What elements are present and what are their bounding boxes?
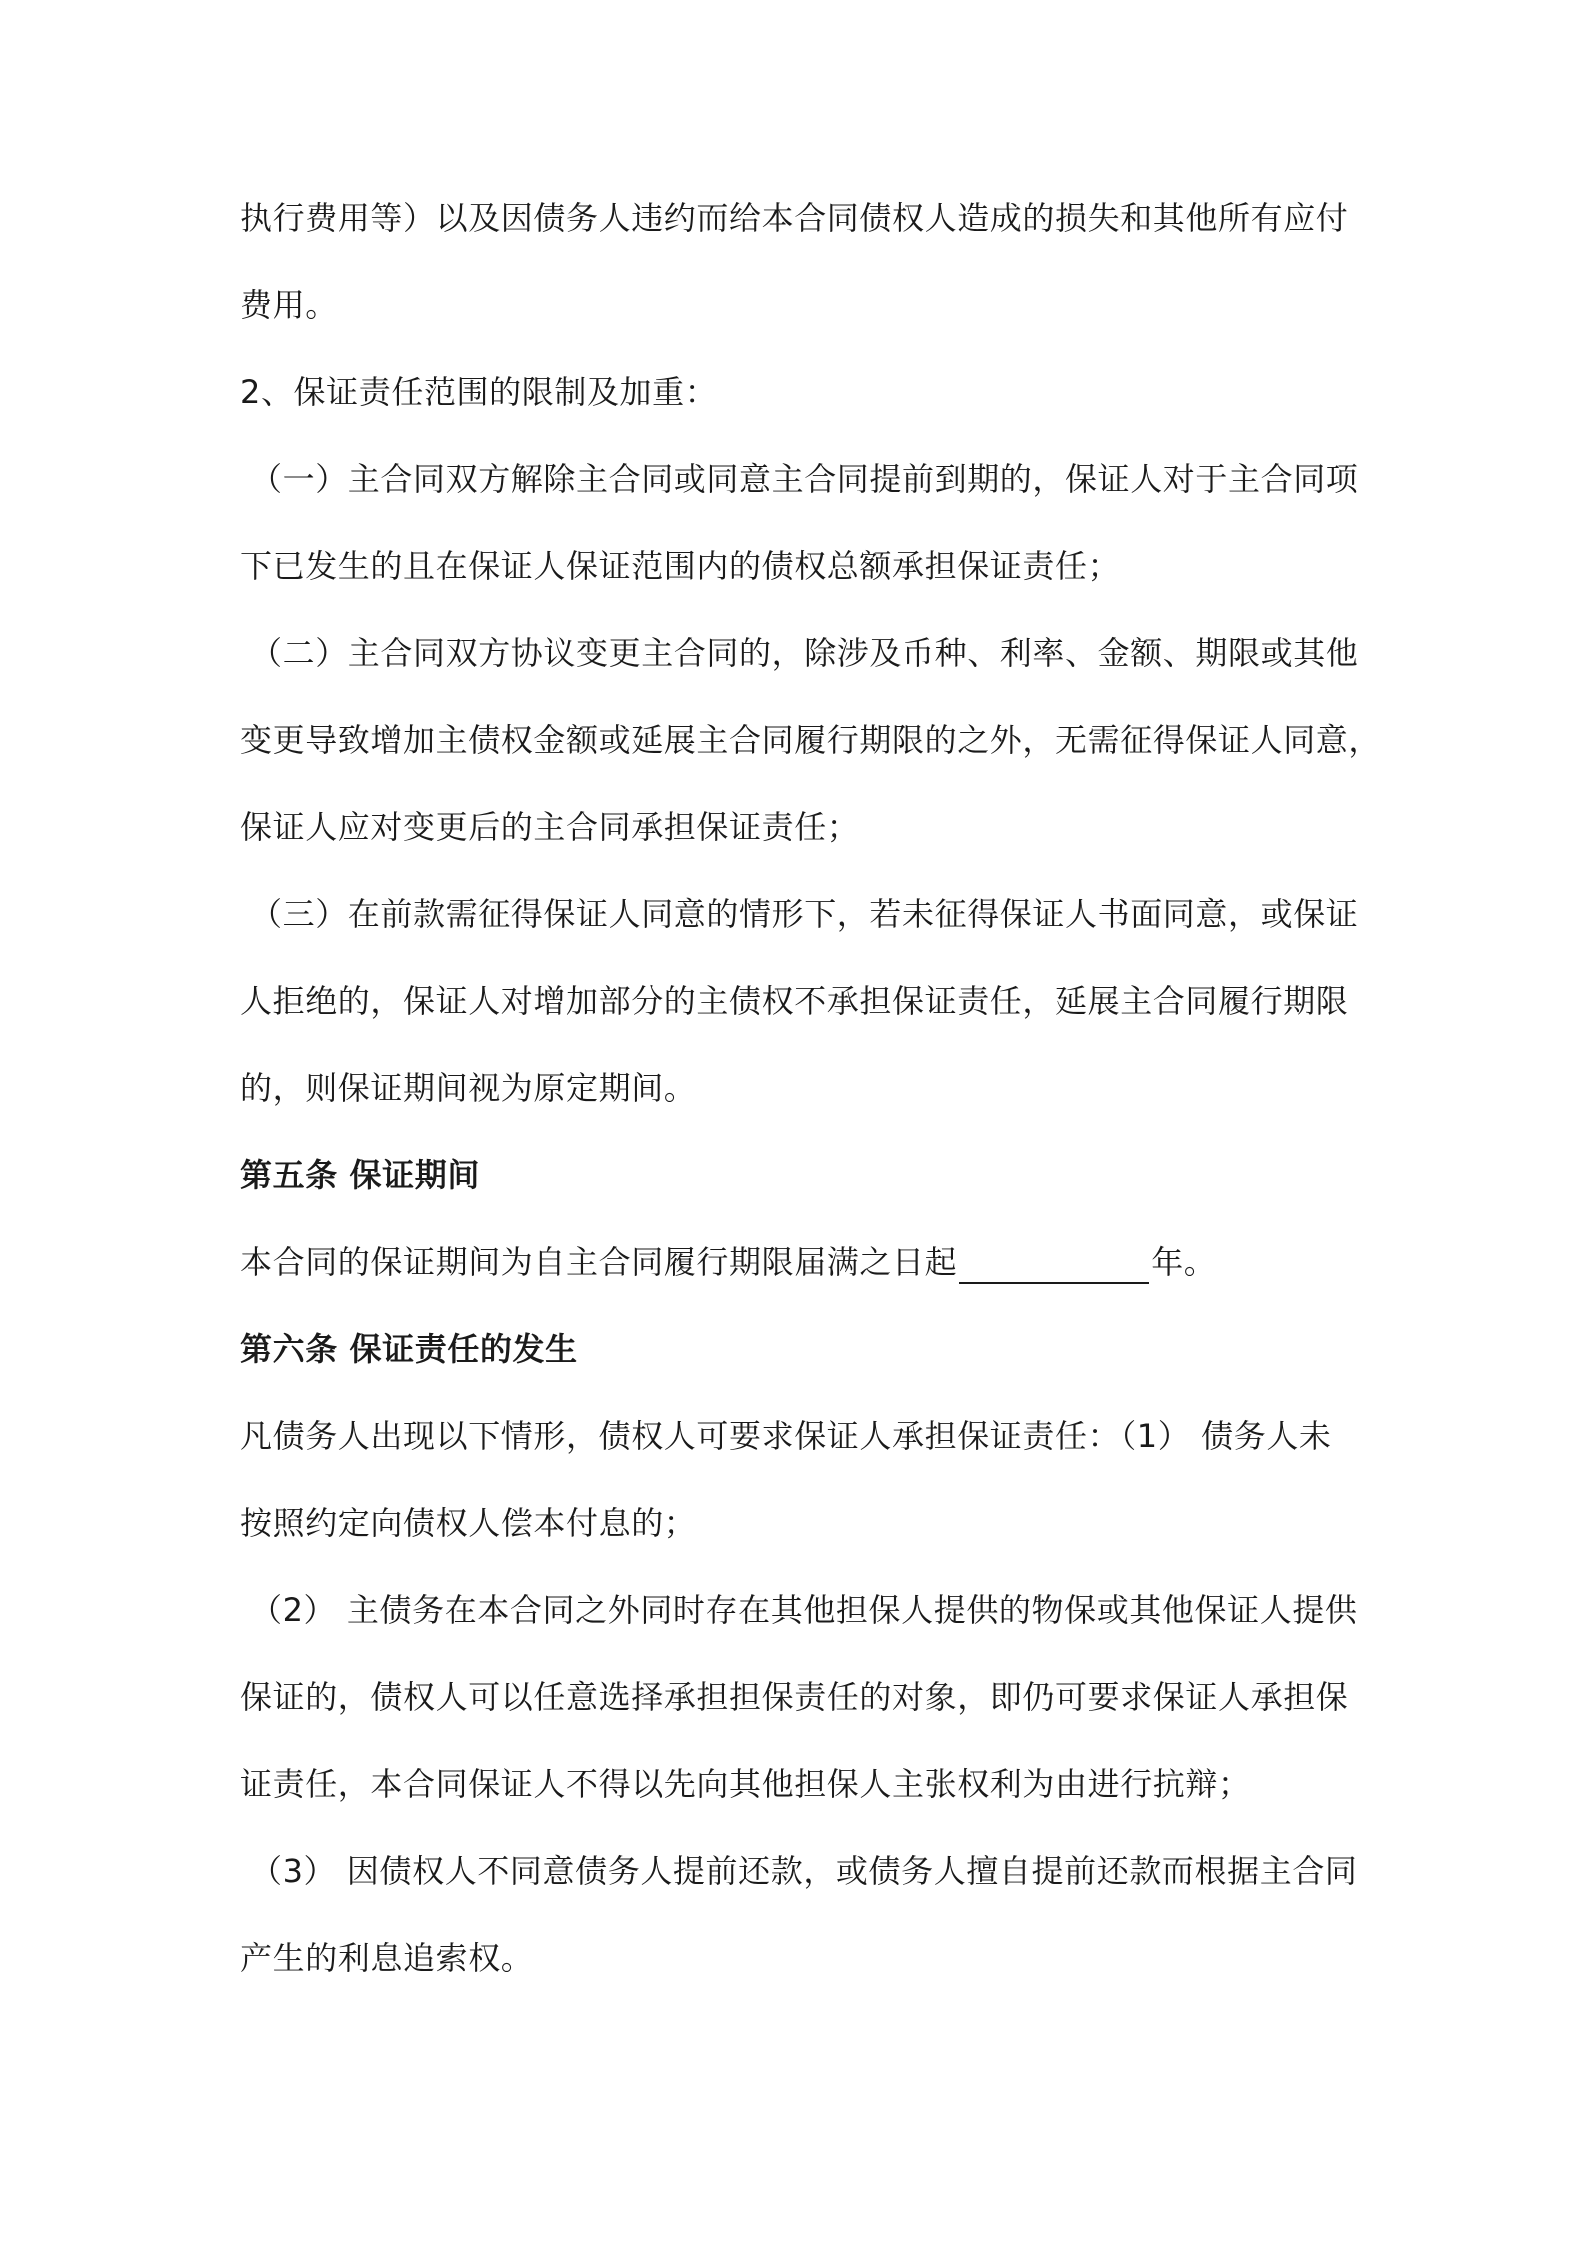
blank-fill-line <box>959 1248 1149 1284</box>
section-heading: 第六条 保证责任的发生 <box>240 1330 578 1368</box>
guarantee-period-text: 本合同的保证期间为自主合同履行期限届满之日起 <box>240 1243 958 1281</box>
paragraph-line: 执行费用等）以及因债务人违约而给本合同债权人造成的损失和其他所有应付 <box>240 199 1349 237</box>
clause-line: （2） 主债务在本合同之外同时存在其他担保人提供的物保或其他保证人提供 <box>250 1591 1358 1629</box>
clause-line: （一）主合同双方解除主合同或同意主合同提前到期的，保证人对于主合同项 <box>250 460 1359 498</box>
clause-line: 变更导致增加主债权金额或延展主合同履行期限的之外，无需征得保证人同意， <box>240 721 1382 759</box>
section-heading: 第五条 保证期间 <box>240 1156 480 1194</box>
clause-line: （3） 因债权人不同意债务人提前还款，或债务人擅自提前还款而根据主合同 <box>250 1852 1358 1890</box>
guarantee-period-line <box>240 1240 1370 1284</box>
clause-line: 保证人应对变更后的主合同承担保证责任； <box>240 808 860 846</box>
paragraph-line: 凡债务人出现以下情形，债权人可要求保证人承担保证责任：（1） 债务人未 <box>240 1417 1332 1455</box>
clause-line: 保证的，债权人可以任意选择承担担保责任的对象，即仍可要求保证人承担保 <box>240 1678 1349 1716</box>
clause-line: 产生的利息追索权。 <box>240 1939 534 1977</box>
clause-line: 证责任，本合同保证人不得以先向其他担保人主张权利为由进行抗辩； <box>240 1765 1251 1803</box>
paragraph-line: 费用。 <box>240 286 338 324</box>
clause-line: 人拒绝的，保证人对增加部分的主债权不承担保证责任，延展主合同履行期限 <box>240 982 1349 1020</box>
clause-line: 的，则保证期间视为原定期间。 <box>240 1069 697 1107</box>
clause-line: 下已发生的且在保证人保证范围内的债权总额承担保证责任； <box>240 547 1121 585</box>
clause-line: （二）主合同双方协议变更主合同的，除涉及币种、利率、金额、期限或其他 <box>250 634 1359 672</box>
guarantee-period-unit: 年。 <box>1151 1243 1217 1281</box>
list-item-line: 2、保证责任范围的限制及加重： <box>240 373 718 411</box>
paragraph-line: 按照约定向债权人偿本付息的； <box>240 1504 697 1542</box>
clause-line: （三）在前款需征得保证人同意的情形下，若未征得保证人书面同意，或保证 <box>250 895 1359 933</box>
